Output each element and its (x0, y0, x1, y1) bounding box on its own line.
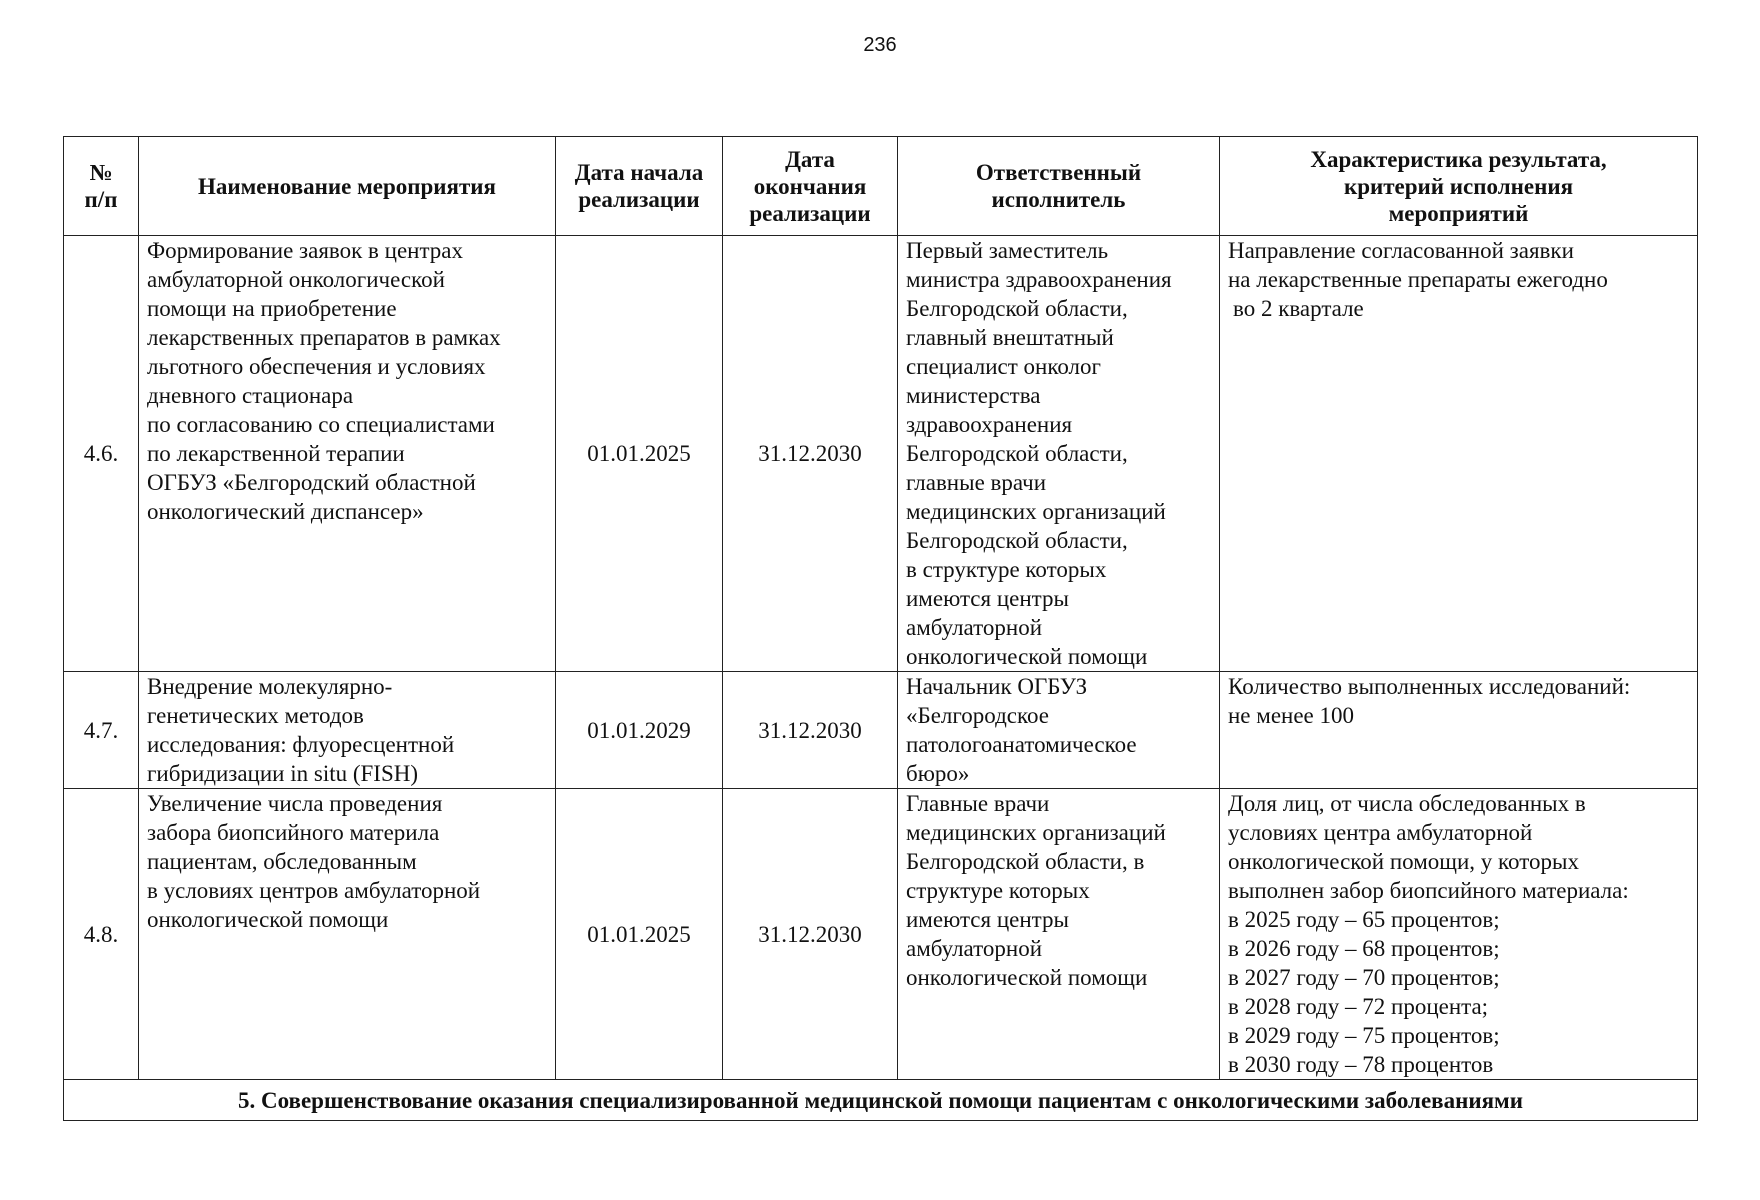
text-line: амбулаторной (906, 615, 1043, 640)
section-row (64, 1080, 1698, 1121)
table-row (64, 789, 1698, 1080)
text-line: онкологической помощи, у которых (1228, 849, 1579, 874)
start-date: 01.01.2025 (556, 236, 723, 672)
end-date: 31.12.2030 (723, 236, 898, 672)
text-line: генетических методов (147, 703, 364, 728)
text-line: «Белгородское (906, 703, 1049, 728)
text-line: лекарственных препаратов в рамках (147, 325, 501, 350)
row-number: 4.6. (64, 236, 139, 672)
header-line: Характеристика результата, (1310, 146, 1607, 172)
text-line: по согласованию со специалистами (147, 412, 495, 437)
start-date: 01.01.2029 (556, 672, 723, 789)
text-line: гибридизации in situ (FISH) (147, 761, 419, 786)
text-line: в структуре которых (906, 557, 1107, 582)
text-line: выполнен забор биопсийного материала: (1228, 878, 1629, 903)
text-line: онкологический диспансер» (147, 499, 424, 524)
text-line: специалист онколог (906, 354, 1101, 379)
responsible-executor (898, 789, 1220, 1080)
end-date: 31.12.2030 (723, 672, 898, 789)
header-line: окончания (753, 173, 867, 199)
header-line: № (89, 160, 113, 185)
text-line: имеются центры (906, 907, 1069, 932)
text-line: бюро» (906, 761, 970, 786)
header-line: Наименование мероприятия (198, 173, 496, 199)
text-line: в 2030 году – 78 процентов (1228, 1052, 1494, 1077)
header-line: Ответственный (975, 160, 1142, 185)
text-line: Формирование заявок в центрах (147, 238, 464, 263)
start-date: 01.01.2025 (556, 789, 723, 1080)
text-line: здравоохранения (906, 412, 1073, 437)
text-line: помощи на приобретение (147, 296, 397, 321)
result-criteria (1220, 236, 1698, 672)
header-line: п/п (84, 187, 118, 212)
header-result (1220, 137, 1698, 236)
activity-name (139, 789, 556, 1080)
text-line: Доля лиц, от числа обследованных в (1228, 791, 1586, 816)
text-line: в условиях центров амбулаторной (147, 878, 481, 903)
text-line: Увеличение числа проведения (147, 791, 443, 816)
text-line: в 2028 году – 72 процента; (1228, 994, 1489, 1019)
text-line: Белгородской области, в (906, 849, 1145, 874)
section-heading: 5. Совершенствование оказания специализированной медицинской помощи пациентам с онкологическими заболеваниями (64, 1080, 1698, 1121)
text-line: ОГБУЗ «Белгородский областной (147, 470, 476, 495)
text-line: патологоанатомическое (906, 732, 1137, 757)
text-line: в 2025 году – 65 процентов; (1228, 907, 1500, 932)
header-line: Дата (785, 146, 835, 172)
header-line: реализации (578, 187, 700, 212)
row-number: 4.8. (64, 789, 139, 1080)
header-responsible (898, 137, 1220, 236)
text-line: пациентам, обследованным (147, 849, 417, 874)
table-row (64, 672, 1698, 789)
text-line: министерства (906, 383, 1041, 408)
text-line: амбулаторной онкологической (147, 267, 445, 292)
header-num (64, 137, 139, 236)
text-line: Начальник ОГБУЗ (906, 674, 1088, 699)
text-line: Количество выполненных исследований: (1228, 674, 1631, 699)
table-row (64, 236, 1698, 672)
header-start-date (556, 137, 723, 236)
header-line: Дата начала (574, 160, 704, 185)
responsible-executor (898, 672, 1220, 789)
header-line: реализации (749, 200, 871, 226)
activity-name (139, 236, 556, 672)
text-line: Внедрение молекулярно- (147, 674, 393, 699)
end-date: 31.12.2030 (723, 789, 898, 1080)
activity-name (139, 672, 556, 789)
text-line: в 2029 году – 75 процентов; (1228, 1023, 1500, 1048)
text-line: на лекарственные препараты ежегодно (1228, 267, 1608, 292)
text-line: имеются центры (906, 586, 1069, 611)
text-line: Главные врачи (906, 791, 1050, 816)
text-line: Белгородской области, (906, 441, 1128, 466)
header-line: мероприятий (1388, 200, 1529, 226)
table-body (64, 236, 1698, 1121)
text-line: Белгородской области, (906, 528, 1128, 553)
text-line: в 2026 году – 68 процентов; (1228, 936, 1500, 961)
text-line: Первый заместитель (906, 238, 1109, 263)
text-line: дневного стационара (147, 383, 354, 408)
header-name (139, 137, 556, 236)
activities-table (63, 136, 1698, 1121)
text-line: не менее 100 (1228, 703, 1355, 728)
text-line: структуре которых (906, 878, 1090, 903)
text-line: главные врачи (906, 470, 1047, 495)
text-line: онкологической помощи (906, 644, 1148, 669)
text-line: исследования: флуоресцентной (147, 732, 455, 757)
text-line: льготного обеспечения и условиях (147, 354, 486, 379)
text-line: Белгородской области, (906, 296, 1128, 321)
row-number: 4.7. (64, 672, 139, 789)
text-line: Направление согласованной заявки (1228, 238, 1574, 263)
header-row (64, 137, 1698, 236)
responsible-executor (898, 236, 1220, 672)
header-end-date (723, 137, 898, 236)
text-line: онкологической помощи (906, 965, 1148, 990)
table-header (64, 137, 1698, 236)
text-line: забора биопсийного материла (147, 820, 440, 845)
text-line: условиях центра амбулаторной (1228, 820, 1533, 845)
text-line: амбулаторной (906, 936, 1043, 961)
page-number: 236 (863, 34, 897, 56)
text-line: главный внештатный (906, 325, 1114, 350)
text-line: министра здравоохранения (906, 267, 1172, 292)
result-criteria (1220, 672, 1698, 789)
text-line: онкологической помощи (147, 907, 389, 932)
text-line: в 2027 году – 70 процентов; (1228, 965, 1500, 990)
text-line: медицинских организаций (906, 820, 1166, 845)
text-line: по лекарственной терапии (147, 441, 405, 466)
text-line: медицинских организаций (906, 499, 1166, 524)
result-criteria (1220, 789, 1698, 1080)
text-line: во 2 квартале (1233, 296, 1364, 321)
header-line: критерий исполнения (1343, 173, 1574, 199)
header-line: исполнитель (991, 187, 1126, 212)
